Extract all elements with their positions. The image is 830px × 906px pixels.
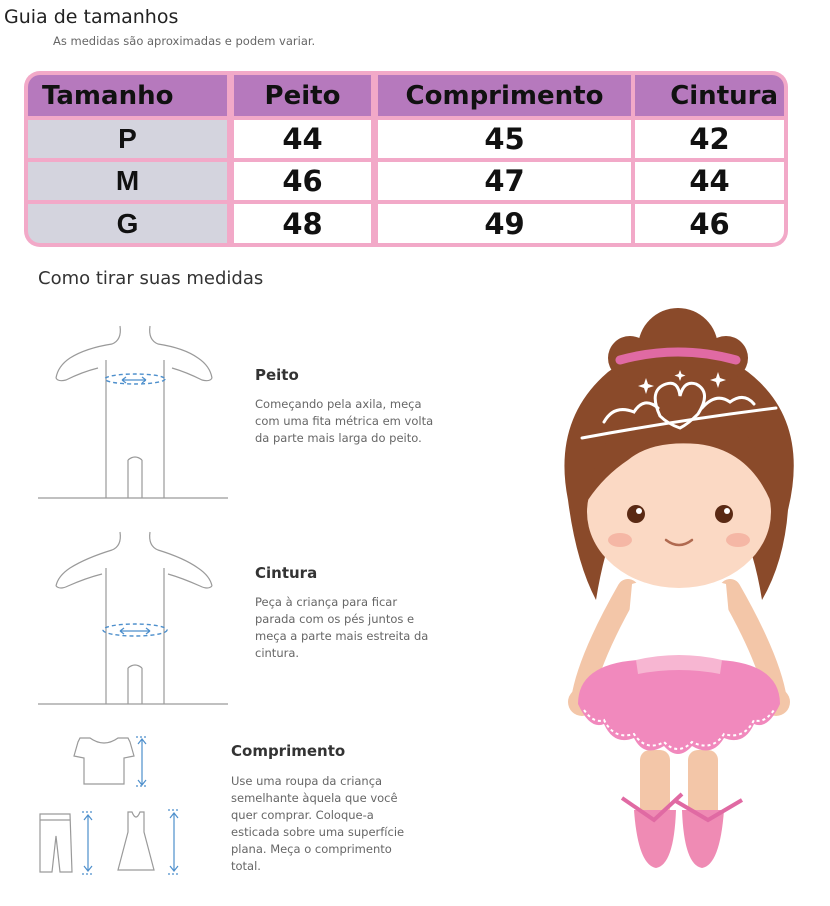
section-text-chest: Começando pela axila, meça com uma fita métrica em volta da parte mais larga do peito.	[255, 397, 434, 445]
table-size-cell: M	[28, 162, 227, 200]
table-header-chest: Peito	[231, 75, 374, 116]
section-title-chest: Peito	[255, 366, 299, 384]
table-chest-cell: 44	[231, 120, 374, 158]
section-text-waist: Peça à criança para ficar parada com os pés juntos e meça a parte mais estreita da cintura.	[255, 595, 429, 660]
table-length-cell: 49	[378, 204, 631, 243]
page-subtitle: As medidas são aproximadas e podem variar.	[53, 34, 316, 48]
table-size-cell: G	[28, 204, 227, 243]
chest-measure-icon	[36, 320, 231, 502]
table-header-size: Tamanho	[28, 75, 227, 116]
table-length-cell: 45	[378, 120, 631, 158]
page-title: Guia de tamanhos	[4, 6, 179, 28]
ballerina-girl-illustration	[548, 300, 810, 875]
table-header-length: Comprimento	[378, 75, 631, 116]
waist-measure-icon	[36, 528, 231, 708]
table-chest-cell: 46	[231, 162, 374, 200]
section-title-length: Comprimento	[231, 742, 346, 760]
table-header-waist: Cintura	[635, 75, 784, 116]
size-table	[24, 71, 788, 247]
table-size-cell: P	[28, 120, 227, 158]
table-waist-cell: 46	[635, 204, 784, 243]
table-length-cell: 47	[378, 162, 631, 200]
length-measure-icon	[28, 732, 203, 882]
table-waist-cell: 44	[635, 162, 784, 200]
section-text-length: Use uma roupa da criança semelhante àquela que você quer comprar. Coloque-a esticada sobre uma superfície plana. Meça o comprimento total.	[231, 774, 405, 873]
table-waist-cell: 42	[635, 120, 784, 158]
table-chest-cell: 48	[231, 204, 374, 243]
how-to-measure-title: Como tirar suas medidas	[38, 268, 264, 289]
section-title-waist: Cintura	[255, 564, 318, 582]
